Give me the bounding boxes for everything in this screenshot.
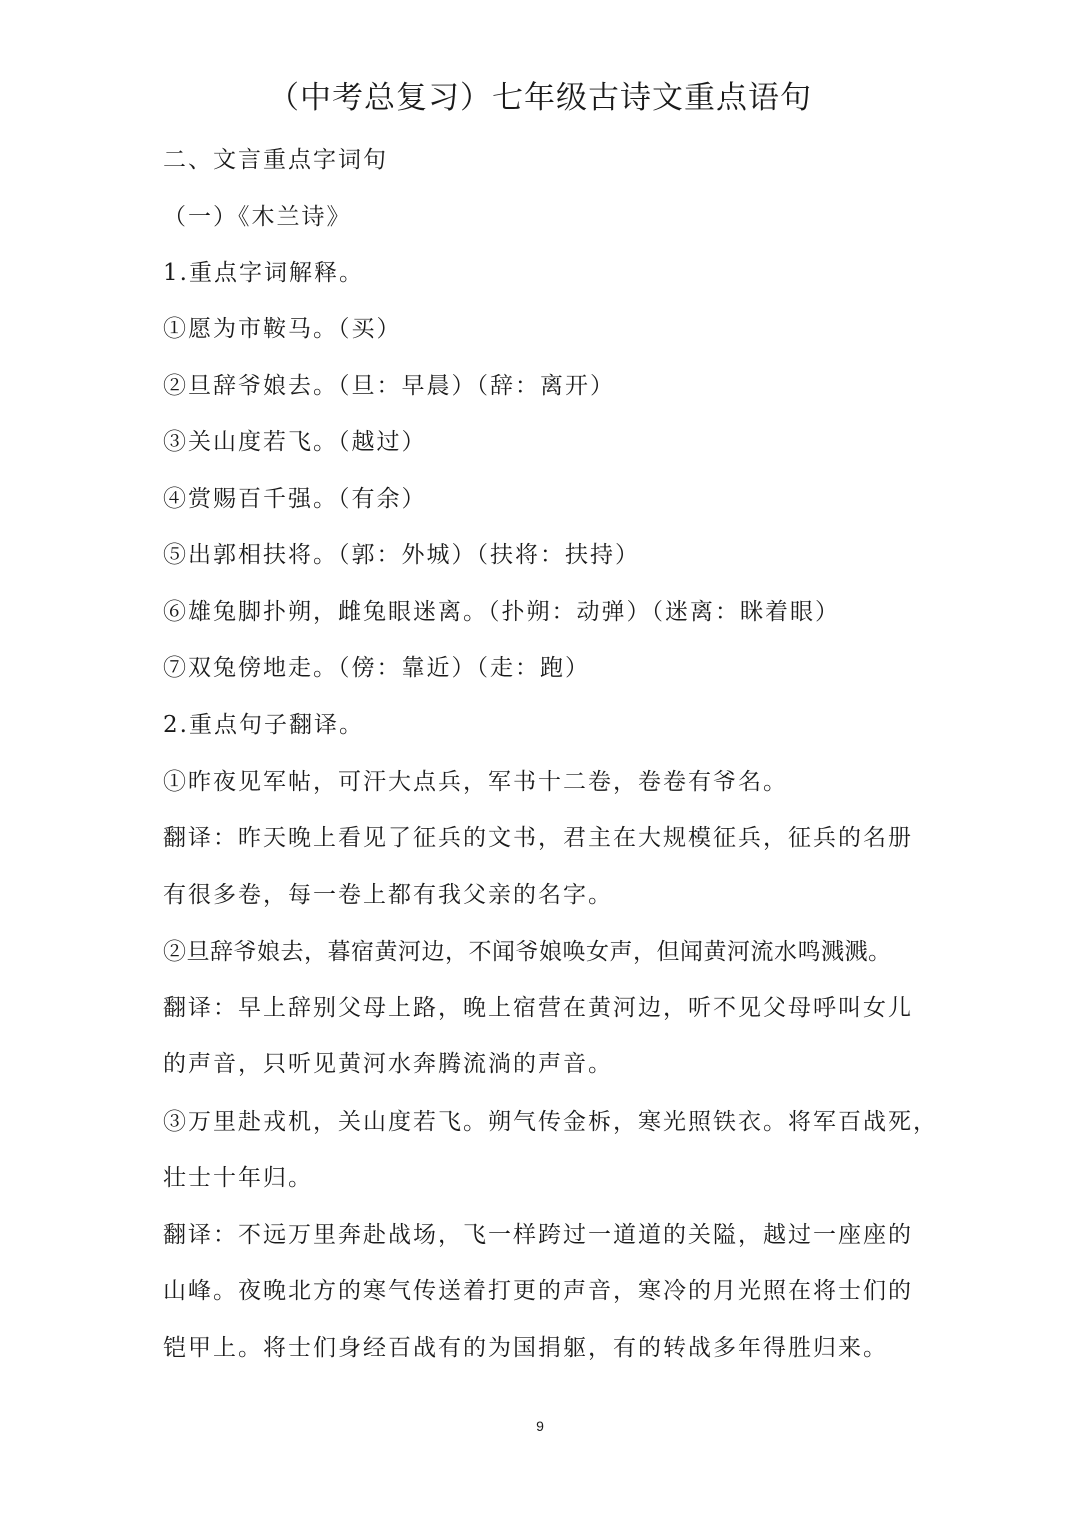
translation-line: 翻译：早上辞别父母上路，晚上宿营在黄河边，听不见父母呼叫女儿 — [163, 995, 913, 1021]
vocab-item: ④赏赐百千强。（有余） — [163, 486, 427, 512]
source-sentence: ③万里赴戎机，关山度若飞。朔气传金柝，寒光照铁衣。将军百战死， — [163, 1109, 938, 1135]
vocab-item: ⑤出郭相扶将。（郭：外城）（扶将：扶持） — [163, 542, 640, 568]
vocab-item: ②旦辞爷娘去。（旦：早晨）（辞：离开） — [163, 373, 615, 399]
translation-line: 铠甲上。将士们身经百战有的为国捐躯，有的转战多年得胜归来。 — [163, 1335, 888, 1361]
page-number: 9 — [536, 1418, 544, 1434]
vocab-item: ③关山度若飞。（越过） — [163, 429, 427, 455]
source-sentence: 壮士十年归。 — [163, 1165, 313, 1191]
translation-line: 的声音，只听见黄河水奔腾流淌的声音。 — [163, 1051, 613, 1077]
translation-line: 山峰。夜晚北方的寒气传送着打更的声音，寒冷的月光照在将士们的 — [163, 1278, 913, 1304]
section-heading: 二、文言重点字词句 — [163, 147, 388, 173]
page-title: （中考总复习）七年级古诗文重点语句 — [268, 80, 812, 116]
source-sentence: ①昨夜见军帖，可汗大点兵，军书十二卷，卷卷有爷名。 — [163, 769, 788, 795]
translation-line: 翻译：不远万里奔赴战场，飞一样跨过一道道的关隘，越过一座座的 — [163, 1222, 913, 1248]
translation-line: 有很多卷，每一卷上都有我父亲的名字。 — [163, 882, 613, 908]
source-sentence: ②旦辞爷娘去，暮宿黄河边，不闻爷娘唤女声，但闻黄河流水鸣溅溅。 — [163, 939, 892, 965]
translation-heading: 2.重点句子翻译。 — [163, 712, 364, 738]
vocab-item: ①愿为市鞍马。（买） — [163, 316, 402, 342]
subsection-heading: （一）《木兰诗》 — [163, 204, 352, 230]
vocab-heading: 1.重点字词解释。 — [163, 260, 364, 286]
vocab-item: ⑥雄兔脚扑朔，雌兔眼迷离。（扑朔：动弹）（迷离：眯着眼） — [163, 599, 840, 625]
translation-line: 翻译：昨天晚上看见了征兵的文书，君主在大规模征兵，征兵的名册 — [163, 825, 913, 851]
vocab-item: ⑦双兔傍地走。（傍：靠近）（走：跑） — [163, 655, 590, 681]
